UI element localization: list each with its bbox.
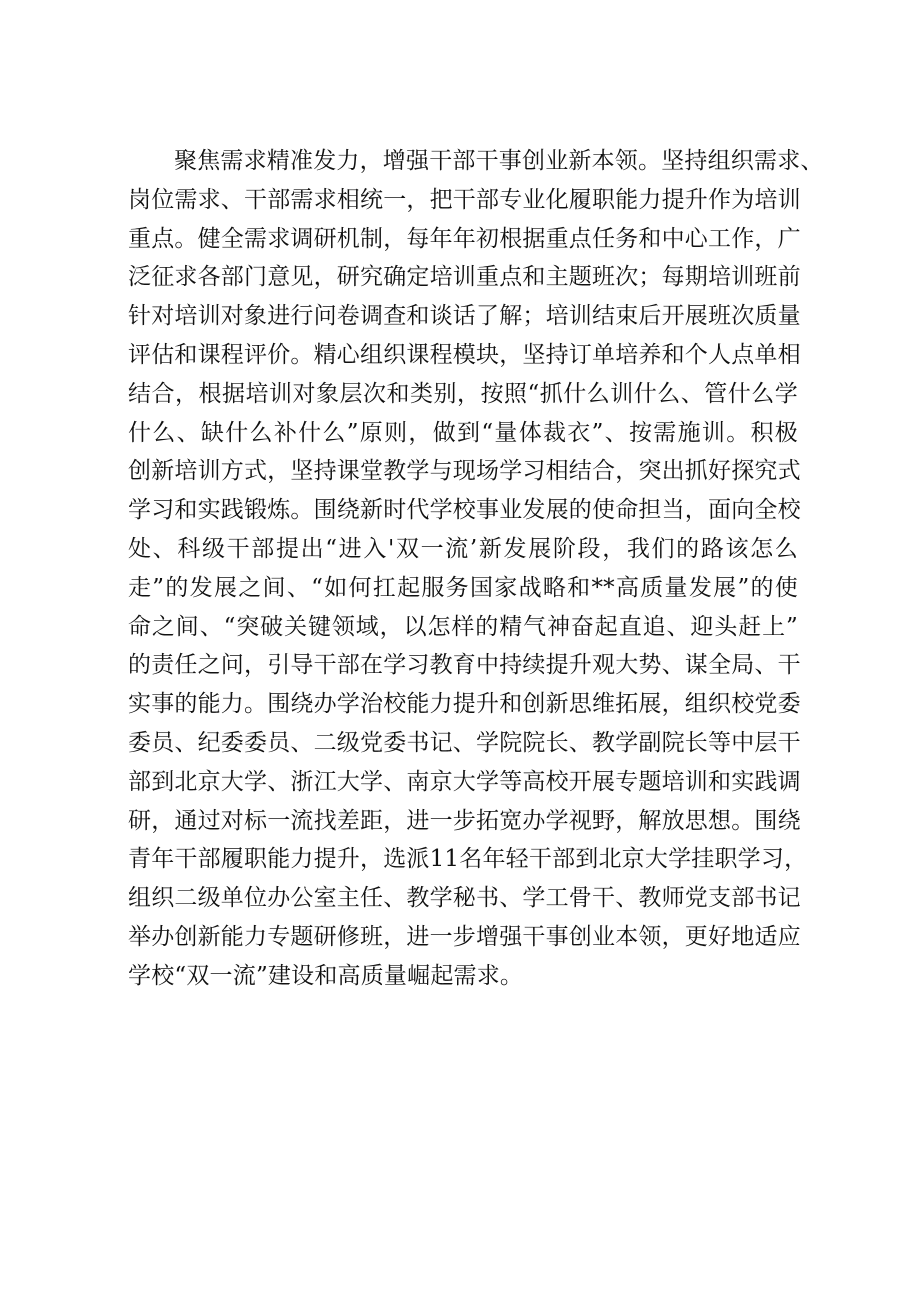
paragraph-line: 重点。健全需求调研机制，每年年初根据重点任务和中心工作，广	[128, 225, 801, 252]
paragraph-line: 泛征求各部门意见，研究确定培训重点和主题班次；每期培训班前	[128, 264, 801, 291]
paragraph-line: 岗位需求、干部需求相统一，把干部专业化履职能力提升作为培训	[128, 186, 801, 213]
paragraph-line: 创新培训方式，坚持课堂教学与现场学习相结合，突出抓好探究式	[128, 458, 801, 485]
paragraph-line: 命之间、“突破关键领域，以怎样的精气神奋起直追、迎头赶上”	[128, 613, 798, 640]
paragraph-line: 处、科级干部提出“进入'双一流’新发展阶段，我们的路该怎么	[128, 535, 798, 562]
paragraph-line: 研，通过对标一流找差距，进一步拓宽办学视野，解放思想。围绕	[128, 807, 801, 834]
body-paragraph	[128, 142, 824, 996]
paragraph-line: 聚焦需求精准发力，增强干部干事创业新本领。坚持组织需求、	[174, 148, 824, 174]
paragraph-line: 青年干部履职能力提升，选派11名年轻干部到北京大学挂职学习，	[128, 846, 808, 873]
paragraph-line: 部到北京大学、浙江大学、南京大学等高校开展专题培训和实践调	[128, 768, 801, 795]
paragraph-line: 针对培训对象进行问卷调查和谈话了解；培训结束后开展班次质量	[128, 303, 801, 330]
paragraph-line: 什么、缺什么补什么”原则，做到“量体裁衣”、按需施训。积极	[128, 419, 798, 446]
paragraph-line: 评估和课程评价。精心组织课程模块，坚持订单培养和个人点单相	[128, 341, 801, 368]
paragraph-line: 实事的能力。围绕办学治校能力提升和创新思维拓展，组织校党委	[128, 691, 801, 718]
paragraph-line: 学习和实践锻炼。围绕新时代学校事业发展的使命担当，面向全校	[128, 497, 801, 524]
paragraph-line: 委员、纪委委员、二级党委书记、学院院长、教学副院长等中层干	[128, 729, 801, 756]
paragraph-line: 的责任之问，引导干部在学习教育中持续提升观大势、谋全局、干	[128, 652, 801, 679]
paragraph-line: 结合，根据培训对象层次和类别，按照“抓什么训什么、管什么学	[128, 380, 798, 407]
paragraph-line: 组织二级单位办公室主任、教学秘书、学工骨干、教师党支部书记	[128, 885, 801, 912]
paragraph-line: 学校“双一流”建设和高质量崛起需求。	[128, 962, 524, 989]
paragraph-line: 走”的发展之间、“如何扛起服务国家战略和**高质量发展”的使	[128, 574, 798, 601]
paragraph-line: 举办创新能力专题研修班，进一步增强干事创业本领，更好地适应	[128, 923, 801, 950]
